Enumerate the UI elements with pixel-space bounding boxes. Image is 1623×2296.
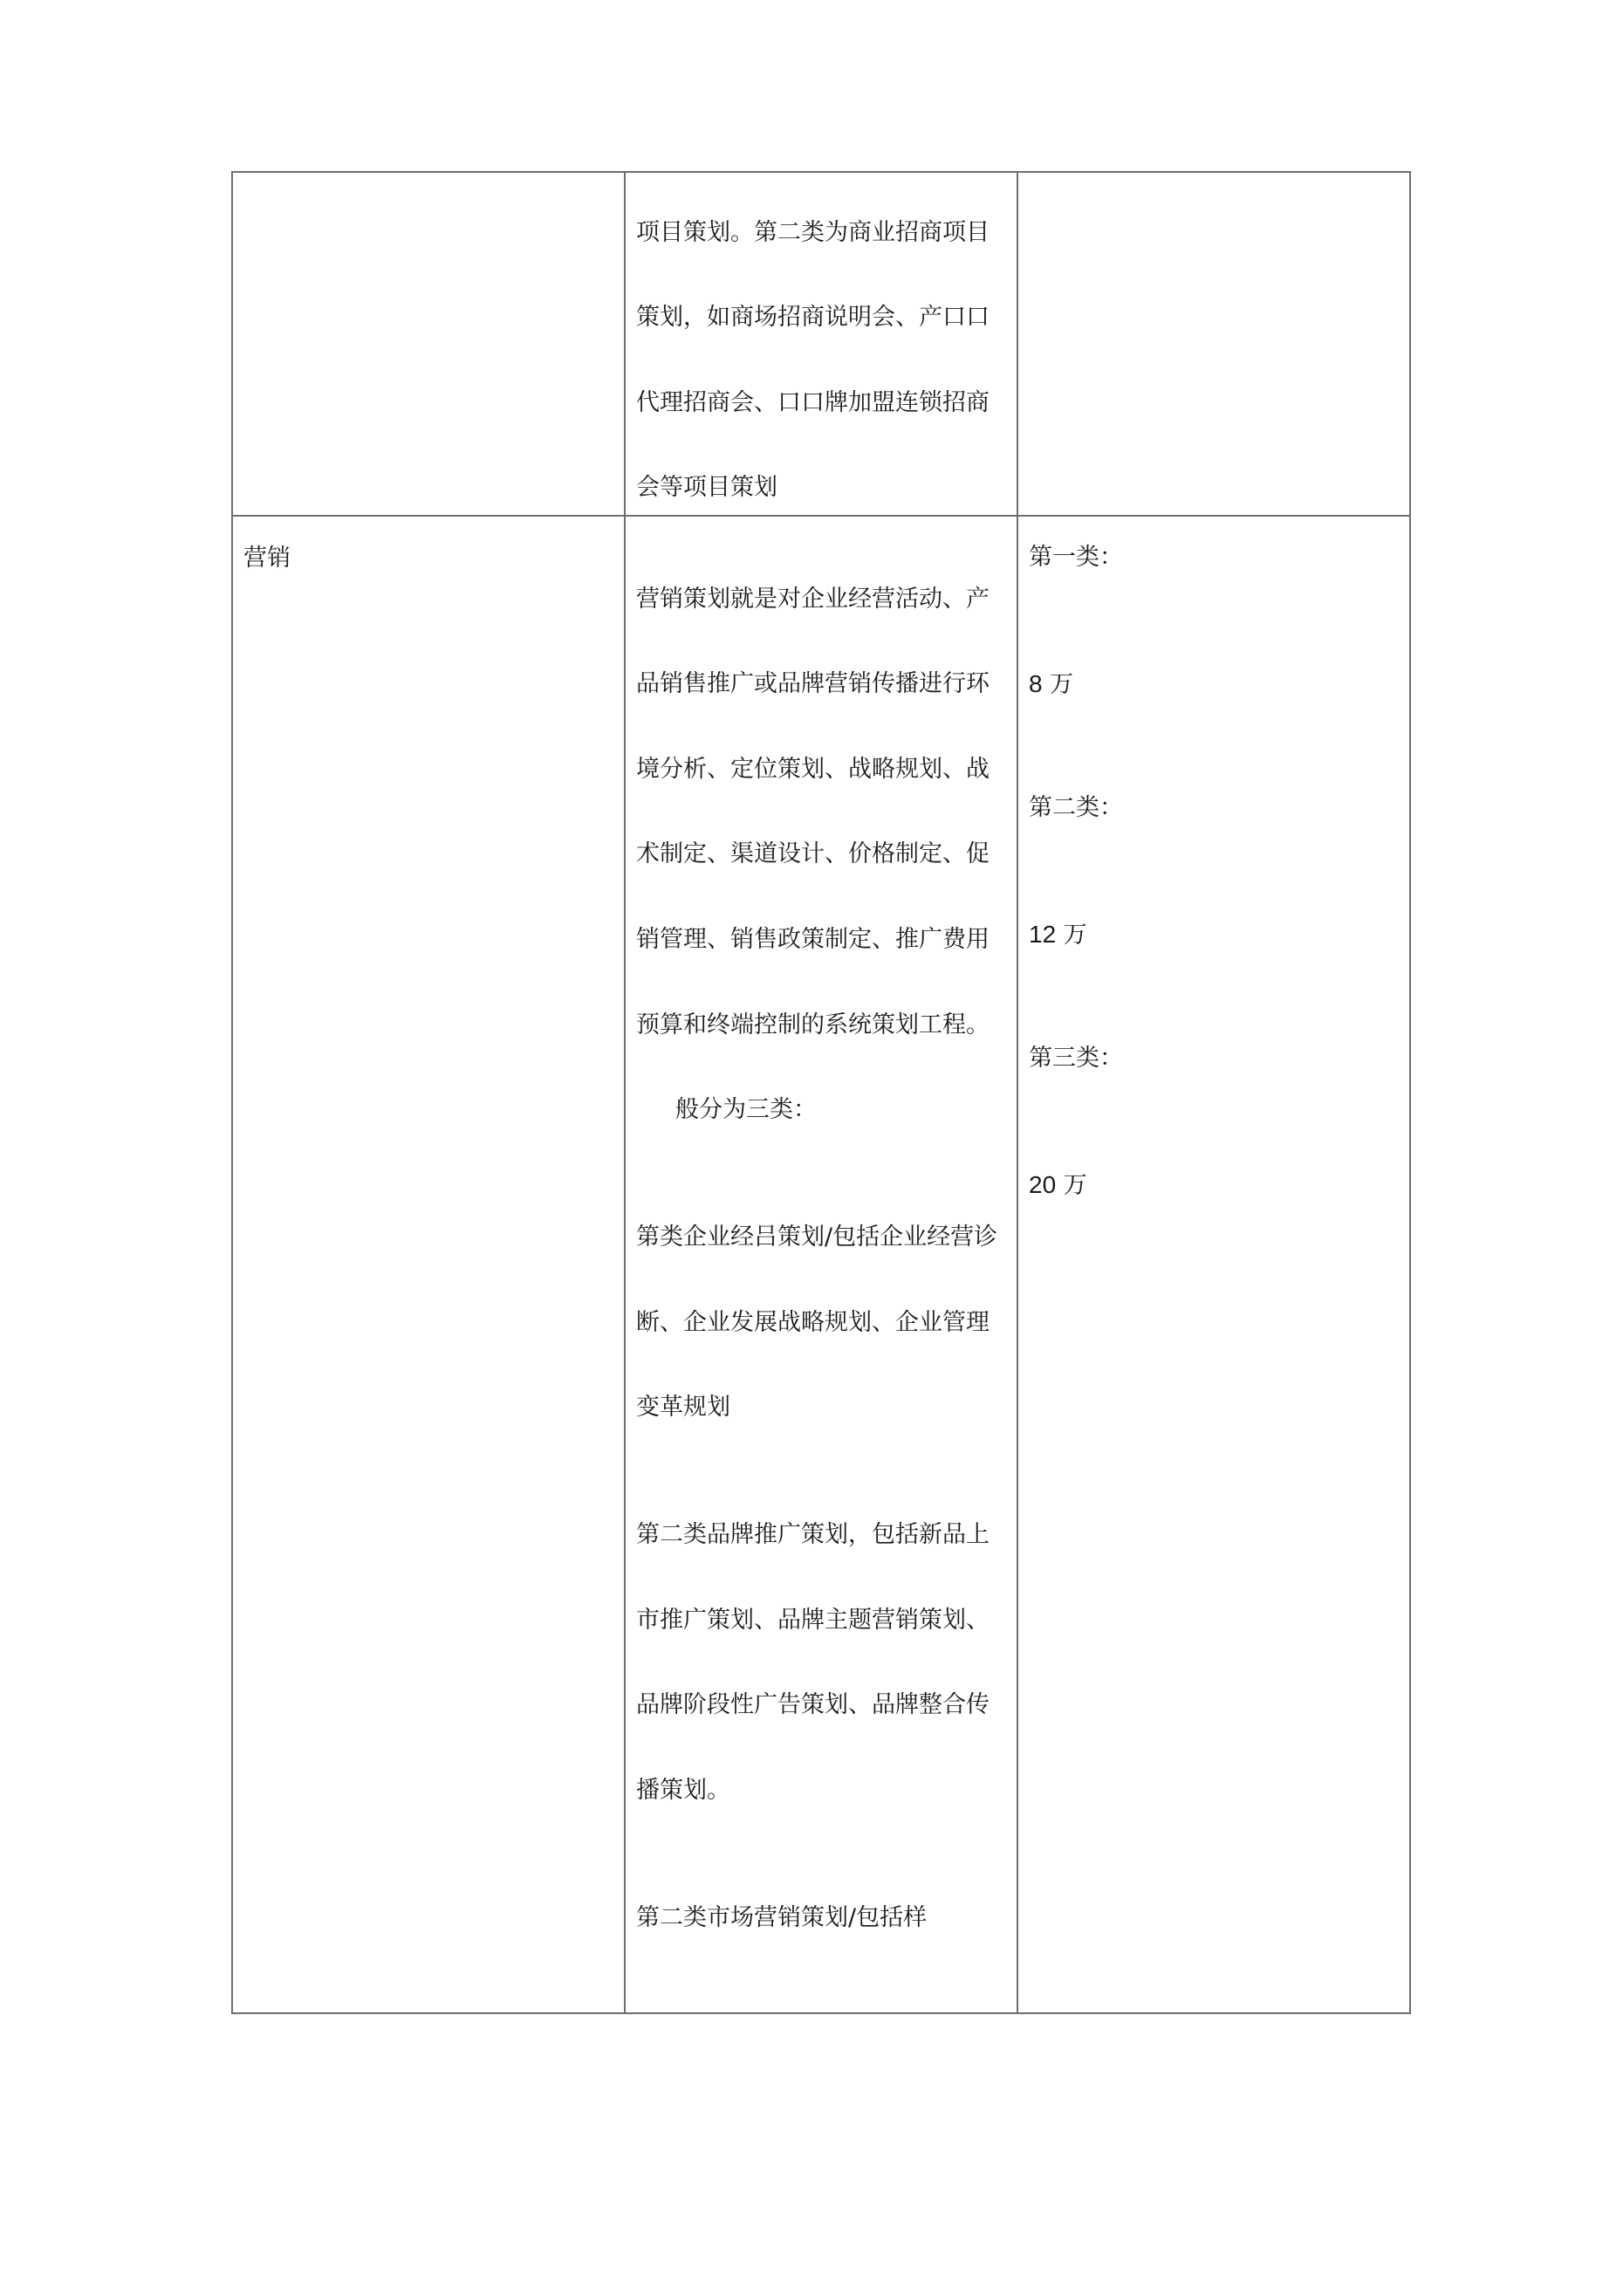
tier2-label: 第二类：	[1029, 794, 1123, 821]
tier3-price-unit: 万	[1063, 1172, 1087, 1199]
tier2-price-unit: 万	[1063, 922, 1087, 949]
tier1-price-unit: 万	[1050, 671, 1074, 698]
text-line: 代理招商会、口口牌加盟连锁招商	[636, 389, 990, 416]
column-divider-1	[624, 171, 626, 2014]
tier1-price-value: 8	[1029, 670, 1043, 697]
tier2-price-value: 12	[1029, 921, 1057, 948]
text-line: 品牌阶段性广告策划、品牌整合传	[636, 1691, 990, 1718]
tier1-price	[1029, 672, 1073, 696]
text-line: 第二类市场营销策划/包括样	[636, 1904, 928, 1931]
text-line: 断、企业发展战略规划、企业管理	[636, 1309, 990, 1336]
text-line: 般分为三类：	[675, 1096, 817, 1123]
text-line: 销管理、销售政策制定、推广费用	[636, 926, 990, 953]
tier3-price	[1029, 1173, 1087, 1197]
text-line: 策划，如商场招商说明会、产口口	[636, 304, 990, 331]
text-line: 市推广策划、品牌主题营销策划、	[636, 1607, 990, 1634]
table-border-top	[231, 171, 1411, 173]
text-line: 品销售推广或品牌营销传播进行环	[636, 670, 990, 697]
table-border-bottom	[231, 2012, 1411, 2014]
column-divider-2	[1017, 171, 1018, 2014]
text-line: 境分析、定位策划、战略规划、战	[636, 756, 990, 783]
table-border-left	[231, 171, 233, 2014]
tier2-price	[1029, 922, 1087, 947]
pricing-table	[231, 171, 1411, 2014]
table-border-right	[1409, 171, 1411, 2014]
text-line: 预算和终端控制的系统策划工程。	[636, 1011, 990, 1038]
text-line: 播策划。	[636, 1777, 730, 1804]
tier3-price-value: 20	[1029, 1171, 1057, 1198]
text-line: 会等项目策划	[636, 474, 777, 501]
row-divider	[231, 515, 1411, 517]
tier1-label: 第一类：	[1029, 544, 1123, 571]
text-line: 第二类品牌推广策划，包括新品上	[636, 1521, 990, 1548]
tier3-label: 第三类：	[1029, 1045, 1123, 1072]
text-line: 营销策划就是对企业经营活动、产	[636, 586, 990, 613]
text-line: 第类企业经吕策划/包括企业经营诊	[636, 1223, 998, 1251]
text-line: 项目策划。第二类为商业招商项目	[636, 219, 990, 246]
text-line: 变革规划	[636, 1394, 730, 1421]
category-label: 营销	[243, 545, 291, 572]
text-line: 术制定、渠道设计、价格制定、促	[636, 840, 990, 867]
